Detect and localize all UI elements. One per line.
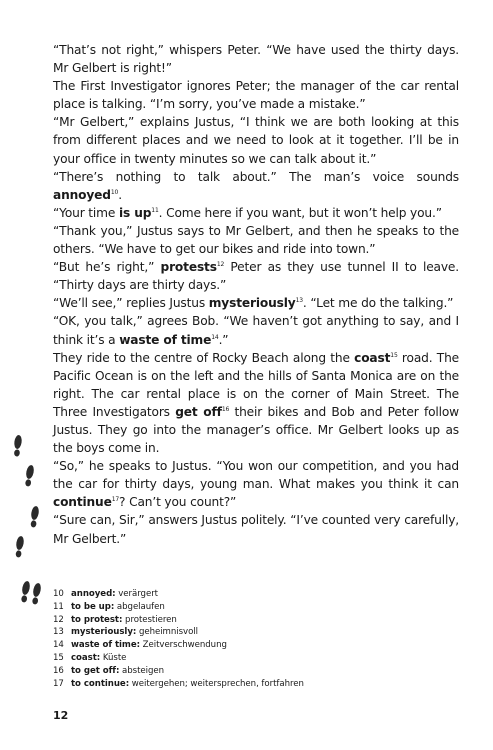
vocab-term: mysteriously [208,296,296,311]
text-run: They ride to the centre of Rocky Beach along the [53,350,355,365]
vocab-term: annoyed [53,187,111,202]
footnote-item [53,665,453,678]
footnote-ref: 10 [110,188,119,196]
text-run: . Come here if you want, but it won’t help you.” [158,205,442,220]
footnote-term: mysteriously: [71,627,137,638]
footnote-definition: geheimnisvoll [136,627,198,638]
footnote-item [53,614,453,627]
text-run: “So,” he speaks to Justus. “You won our competition, and you had the car for thirty days, young man. What makes you think it can [53,459,459,492]
text-run: “OK, you talk,” agrees Bob. “We haven’t got anything to say, and I think it’s a [53,314,459,347]
footnote-number: 14 [53,640,64,651]
footnote-item [53,601,453,614]
footnote-ref: 14 [211,333,219,341]
page-number: 12 [53,709,69,722]
footnote-number: 10 [53,589,64,599]
text-run: ? Can’t you count?” [119,495,237,510]
footnote-text [71,665,164,678]
footnote-number: 11 [53,601,64,612]
paragraph [53,222,459,258]
text-run: “But he’s right,” [53,260,161,275]
paragraph [53,204,459,222]
footnote-item [53,639,453,652]
footnote-text [71,652,126,665]
vocab-term: is up [118,205,152,220]
footnotes [53,588,453,690]
footnote-text [71,601,165,614]
footnote-item [53,626,453,639]
footnote-text [71,614,177,627]
footnote-definition: protestieren [122,614,177,625]
vocab-term: get off [175,404,222,419]
footnote-number: 17 [53,678,64,689]
paragraph [53,258,459,294]
footnote-term: coast: [71,652,101,663]
footprints-icon [0,0,60,620]
footnote-definition: verärgert [115,589,158,599]
footnote-ref: 17 [111,496,120,504]
footnote-number: 15 [53,652,64,663]
footnote-term: annoyed: [71,589,116,599]
footnote-definition: weitergehen; weitersprechen, fortfahren [129,678,304,689]
paragraph [53,511,459,547]
footnote-item [53,588,453,601]
footnote-definition: Zeitverschwendung [140,640,227,651]
footnote-term: to be up: [71,601,115,612]
text-run: “Your time [53,205,119,220]
footnote-term: to continue: [71,678,130,689]
footnote-term: to protest: [71,614,123,625]
text-run: Peter as they use tunnel II to leave. “Thirty days are thirty days.” [53,260,459,293]
text-run: road. The Pacific Ocean is on the left and the hills of Santa Monica are on the right. The car rental place is on the corner of Main Street. The Three Investigators [53,350,459,419]
text-run: The First Investigator ignores Peter; the manager of the car rental place is talking. “I’m sorry, you’ve made a mistake.” [53,79,459,112]
text-run: “We’ll see,” replies Justus [53,296,209,311]
footnote-term: to get off: [71,665,120,676]
footnote-ref: 11 [151,206,159,214]
text-run: . [118,187,122,202]
text-run: .” [218,332,229,347]
footnote-text [71,678,304,691]
paragraph [53,41,459,77]
footnote-text [71,639,227,652]
footnote-number: 16 [53,665,64,676]
vocab-term: continue [53,495,112,510]
story-text [53,41,459,548]
paragraph [53,457,459,511]
text-run: “That’s not right,” whispers Peter. “We have used the thirty days. Mr Gelbert is right!” [53,43,459,76]
footnote-ref: 13 [295,297,303,305]
footnote-term: waste of time: [71,640,140,651]
text-run: “Mr Gelbert,” explains Justus, “I think we are both looking at this from different places and we need to look at it together. I’ll be in your office in twenty minutes so we can talk about it.” [53,115,459,166]
footnote-definition: Küste [100,652,127,663]
paragraph [53,294,459,312]
footnote-ref: 12 [216,261,225,269]
footnote-text [71,588,158,601]
paragraph [53,113,459,167]
footnote-number: 12 [53,614,64,625]
text-run: “Sure can, Sir,” answers Justus politely. “I’ve counted very carefully, Mr Gelbert.” [53,513,459,546]
text-run: . “Let me do the talking.” [302,296,454,311]
paragraph [53,77,459,113]
vocab-term: coast [354,350,391,365]
footnote-definition: abgelaufen [114,601,165,612]
vocab-term: waste of time [119,332,212,347]
vocab-term: protests [160,260,217,275]
paragraph [53,168,459,204]
footnote-text [71,626,198,639]
footnote-item [53,678,453,691]
paragraph [53,349,459,458]
footnote-number: 13 [53,627,64,638]
footnote-ref: 16 [221,405,230,413]
text-run: “Thank you,” Justus says to Mr Gelbert, and then he speaks to the others. “We have to get our bikes and ride into town.” [53,223,459,257]
paragraph [53,312,459,348]
text-run: their bikes and Bob and Peter follow Justus. They go into the manager’s office. Mr Gelbert looks up as the boys come in. [53,404,459,456]
footnote-definition: absteigen [119,665,165,676]
text-run: “There’s nothing to talk about.” The man’s voice sounds [53,169,459,184]
footnote-ref: 15 [390,351,398,359]
footnote-item [53,652,453,665]
